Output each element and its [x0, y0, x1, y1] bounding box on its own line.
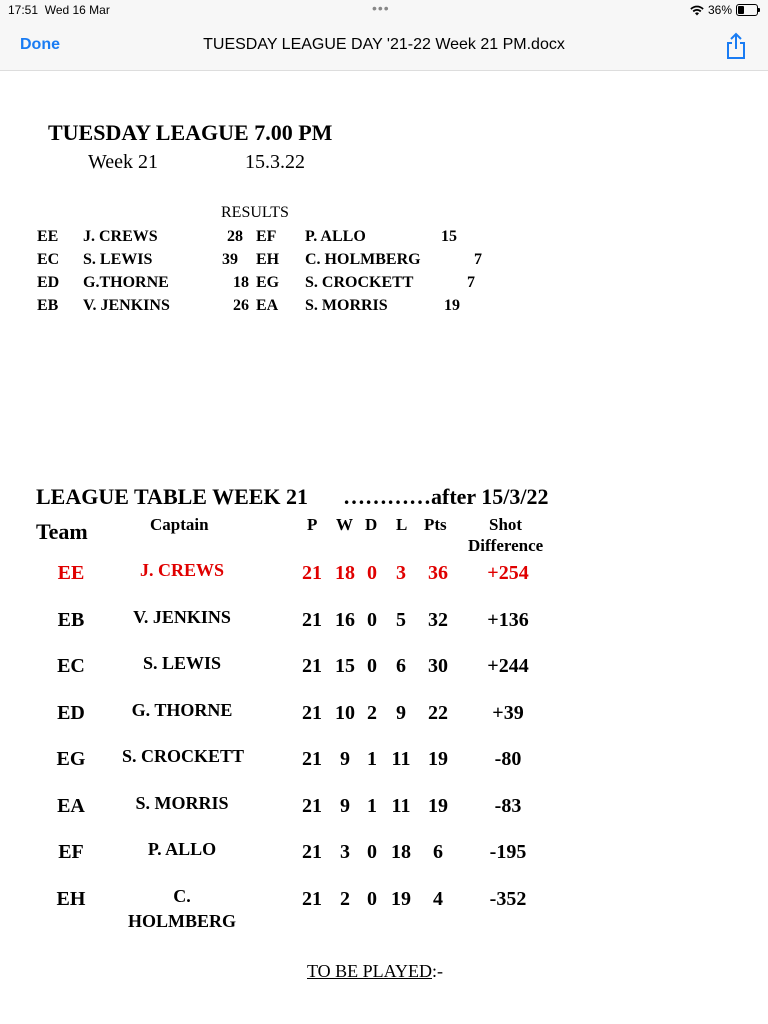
result-team-1: ED — [37, 274, 60, 291]
table-p: 21 — [302, 608, 322, 631]
table-pts: 32 — [428, 608, 448, 631]
table-pts: 36 — [428, 562, 448, 584]
table-team: EF — [58, 841, 84, 863]
table-d: 0 — [367, 841, 377, 863]
table-w: 9 — [340, 748, 350, 770]
result-team-2: EH — [256, 251, 280, 268]
league-table-title: LEAGUE TABLE WEEK 21 — [36, 484, 309, 509]
navigation-bar — [0, 22, 768, 71]
result-player-2: S. CROCKETT — [305, 274, 414, 291]
table-captain: G. THORNE — [131, 699, 233, 720]
week-label: Week 21 — [88, 151, 159, 173]
header-captain: Captain — [150, 515, 209, 534]
table-team: EB — [57, 608, 85, 631]
table-l: 19 — [391, 887, 411, 910]
table-w: 15 — [335, 655, 355, 677]
table-pts: 30 — [428, 655, 448, 677]
result-score-2: 7 — [474, 251, 482, 268]
status-bar — [0, 0, 768, 22]
table-d: 0 — [367, 887, 377, 910]
table-l: 11 — [391, 794, 411, 817]
table-captain: P. ALLO — [147, 839, 217, 859]
table-d: 0 — [367, 562, 377, 584]
battery-percent: 36% — [707, 3, 732, 17]
result-score-1: 39 — [222, 251, 238, 268]
results-label: RESULTS — [221, 204, 289, 221]
league-heading: TUESDAY LEAGUE 7.00 PM — [48, 120, 333, 145]
table-captain: J. CREWS — [139, 560, 224, 580]
result-team-2: EA — [256, 297, 279, 314]
header-l: L — [396, 515, 408, 534]
table-shot-difference: +39 — [492, 701, 524, 724]
table-team: EH — [56, 887, 86, 910]
table-p: 21 — [302, 841, 322, 863]
result-score-1: 18 — [233, 274, 249, 291]
table-captain: C. — [173, 885, 191, 906]
wifi-icon — [690, 5, 704, 16]
result-team-1: EB — [37, 297, 59, 314]
table-p: 21 — [302, 562, 322, 584]
table-d: 2 — [367, 701, 377, 724]
table-shot-difference: +244 — [487, 655, 529, 677]
result-team-2: EG — [256, 274, 280, 291]
header-p: P — [307, 515, 318, 534]
battery-icon — [736, 4, 758, 16]
result-player-1: G.THORNE — [83, 274, 169, 291]
table-d: 1 — [367, 794, 377, 817]
table-shot-difference: -352 — [489, 887, 527, 910]
table-shot-difference: -195 — [489, 841, 527, 863]
result-player-1: S. LEWIS — [83, 251, 153, 268]
week-date: 15.3.22 — [245, 151, 305, 173]
result-team-2: EF — [256, 228, 277, 245]
table-captain: V. JENKINS — [133, 606, 231, 627]
header-team: Team — [36, 519, 88, 544]
table-shot-difference: -83 — [494, 794, 522, 817]
header-d: D — [365, 515, 378, 534]
header-shot: Shot — [489, 515, 523, 534]
table-l: 11 — [391, 748, 411, 770]
table-w: 9 — [340, 794, 350, 817]
table-team: EG — [56, 748, 86, 770]
table-w: 10 — [335, 701, 355, 724]
result-score-1: 26 — [233, 297, 249, 314]
table-w: 3 — [340, 841, 350, 863]
table-pts: 19 — [428, 794, 448, 817]
table-d: 0 — [367, 608, 377, 631]
table-w: 18 — [335, 562, 355, 584]
table-captain-line-2: HOLMBERG — [127, 910, 236, 931]
result-player-2: P. ALLO — [305, 228, 366, 245]
table-p: 21 — [302, 748, 322, 770]
document-title: TUESDAY LEAGUE DAY '21-22 Week 21 PM.docx — [203, 36, 565, 53]
table-team: EA — [57, 794, 85, 817]
table-pts: 22 — [428, 701, 448, 724]
table-pts: 4 — [433, 887, 443, 910]
result-score-1: 28 — [227, 228, 243, 245]
share-icon[interactable] — [725, 32, 747, 60]
table-l: 3 — [396, 562, 406, 584]
result-score-2: 19 — [444, 297, 460, 314]
result-team-1: EC — [37, 251, 60, 268]
table-pts: 19 — [428, 748, 448, 770]
table-team: ED — [57, 701, 85, 724]
result-player-1: J. CREWS — [83, 228, 158, 245]
table-l: 5 — [396, 608, 406, 631]
table-w: 16 — [335, 608, 355, 631]
table-p: 21 — [302, 794, 322, 817]
result-score-2: 7 — [467, 274, 475, 291]
table-captain: S. LEWIS — [142, 653, 222, 673]
multitask-dots-icon[interactable]: ••• — [372, 0, 390, 16]
league-table-after-date: …………after 15/3/22 — [343, 484, 549, 509]
header-pts: Pts — [424, 515, 447, 534]
status-date: Wed 16 Mar — [44, 3, 110, 17]
table-shot-difference: +136 — [487, 608, 529, 631]
result-score-2: 15 — [441, 228, 457, 245]
result-player-2: S. MORRIS — [305, 297, 388, 314]
to-be-played-heading: TO BE PLAYED:- — [307, 961, 444, 981]
table-l: 6 — [396, 655, 406, 677]
table-l: 9 — [396, 701, 406, 724]
table-w: 2 — [340, 887, 350, 910]
table-shot-difference: +254 — [487, 562, 529, 584]
table-l: 18 — [391, 841, 411, 863]
result-team-1: EE — [37, 228, 59, 245]
result-player-2: C. HOLMBERG — [305, 251, 421, 268]
result-player-1: V. JENKINS — [83, 297, 170, 314]
table-p: 21 — [302, 887, 322, 910]
table-team: EE — [57, 562, 85, 584]
table-p: 21 — [302, 655, 322, 677]
header-difference: Difference — [468, 536, 544, 555]
table-p: 21 — [302, 701, 322, 724]
table-team: EC — [57, 655, 85, 677]
header-w: W — [336, 515, 353, 534]
table-d: 0 — [367, 655, 377, 677]
table-shot-difference: -80 — [494, 748, 522, 770]
table-d: 1 — [367, 748, 377, 770]
done-button[interactable]: Done — [20, 36, 60, 53]
table-captain: S. CROCKETT — [122, 746, 245, 766]
status-time: 17:51 Wed 16 Mar — [8, 3, 110, 17]
table-captain: S. MORRIS — [135, 792, 229, 813]
table-pts: 6 — [433, 841, 443, 863]
